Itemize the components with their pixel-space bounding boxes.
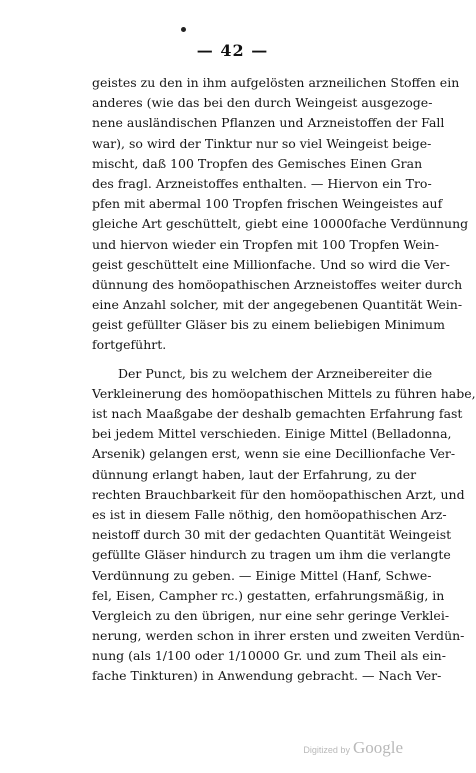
text-line: pfen mit abermal 100 Tropfen frischen Weingeistes auf bbox=[92, 196, 443, 212]
paragraph-start-line: Der Punct, bis zu welchem der Arzneibereiter die bbox=[118, 365, 433, 381]
watermark-brand: Google bbox=[352, 738, 403, 757]
text-line: Verkleinerung des homöopathischen Mittels zu führen habe, bbox=[92, 385, 476, 401]
text-line: und hiervon wieder ein Tropfen mit 100 Tropfen Wein- bbox=[92, 236, 439, 252]
text-line: Arsenik) gelangen erst, wenn sie eine Decillionfache Ver- bbox=[92, 446, 456, 462]
text-line: des fragl. Arzneistoffes enthalten. — Hiervon ein Tro- bbox=[92, 175, 432, 191]
body-text bbox=[92, 73, 476, 687]
text-line: eine Anzahl solcher, mit der angegebenen Quantität Wein- bbox=[92, 297, 463, 313]
text-line: fache Tinkturen) in Anwendung gebracht. — Nach Ver- bbox=[92, 668, 442, 684]
text-line: fortgeführt. bbox=[92, 337, 167, 353]
text-line: dünnung des homöopathischen Arzneistoffes weiter durch bbox=[92, 276, 463, 292]
text-line: geist gefüllter Gläser bis zu einem beliebigen Minimum bbox=[92, 317, 445, 333]
text-line: neistoff durch 30 mit der gedachten Quantität Weingeist bbox=[92, 527, 452, 543]
text-line: geistes zu den in ihm aufgelösten arzneilichen Stoffen ein bbox=[92, 75, 460, 90]
text-line: fel, Eisen, Campher rc.) gestatten, erfahrungsmäßig, in bbox=[92, 587, 445, 603]
text-line: bei jedem Mittel verschieden. Einige Mittel (Belladonna, bbox=[92, 426, 452, 442]
text-line: es ist in diesem Falle nöthig, den homöopathischen Arz- bbox=[92, 506, 447, 522]
text-line: gleiche Art geschüttelt, giebt eine 10000fache Verdünnung bbox=[92, 216, 469, 232]
page-number: — 42 — bbox=[196, 41, 269, 60]
text-line: mischt, daß 100 Tropfen des Gemisches Einen Gran bbox=[92, 155, 423, 171]
google-watermark bbox=[303, 738, 403, 758]
text-line: rechten Brauchbarkeit für den homöopathischen Arzt, und bbox=[92, 486, 465, 502]
watermark-prefix: Digitized by bbox=[303, 745, 350, 755]
ink-speck bbox=[181, 27, 186, 32]
text-line: war), so wird der Tinktur nur so viel Weingeist beige- bbox=[92, 135, 432, 151]
text-line: anderes (wie das bei den durch Weingeist ausgezoge- bbox=[92, 95, 433, 111]
text-line: Vergleich zu den übrigen, nur eine sehr geringe Verklei- bbox=[92, 607, 450, 623]
text-line: ist nach Maaßgabe der deshalb gemachten Erfahrung fast bbox=[92, 406, 463, 421]
text-line: geist geschüttelt eine Millionfache. Und so wird die Ver- bbox=[92, 256, 450, 272]
text-line: nerung, werden schon in ihrer ersten und zweiten Verdün- bbox=[92, 628, 465, 644]
text-line: gefüllte Gläser hindurch zu tragen um ihm die verlangte bbox=[92, 547, 451, 563]
text-line: nene ausländischen Pflanzen und Arzneistoffen der Fall bbox=[92, 115, 445, 131]
text-line: Verdünnung zu geben. — Einige Mittel (Hanf, Schwe- bbox=[92, 567, 432, 583]
text-line: dünnung erlangt haben, laut der Erfahrung, zu der bbox=[92, 466, 417, 482]
text-line: nung (als 1/100 oder 1/10000 Gr. und zum Theil als ein- bbox=[92, 648, 446, 664]
